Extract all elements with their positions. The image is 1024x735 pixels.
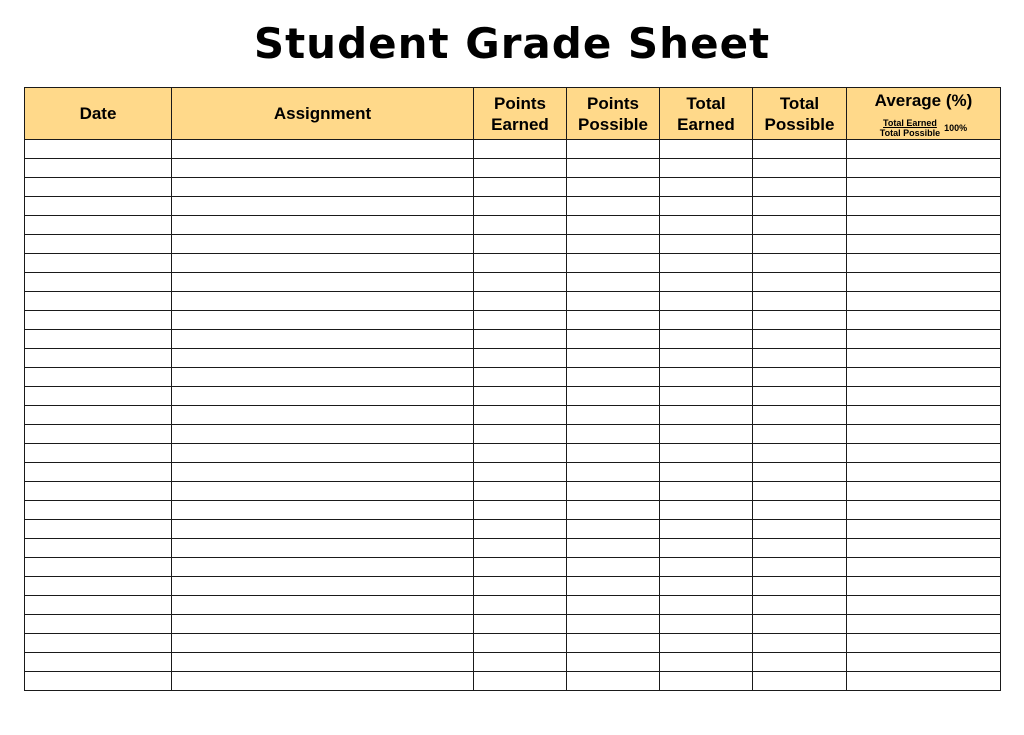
cell-total-earned[interactable] [660, 558, 753, 577]
cell-date[interactable] [25, 159, 172, 178]
header-points-earned-line1: Points [494, 93, 546, 113]
cell-assignment[interactable] [172, 596, 474, 615]
cell-total-possible[interactable] [753, 634, 847, 653]
table-row [25, 672, 1001, 691]
cell-total-possible[interactable] [753, 368, 847, 387]
cell-points-earned[interactable] [474, 292, 567, 311]
cell-total-possible[interactable] [753, 577, 847, 596]
cell-assignment[interactable] [172, 615, 474, 634]
cell-average[interactable] [847, 387, 1001, 406]
cell-assignment[interactable] [172, 558, 474, 577]
header-average-label: Average (%) [874, 91, 973, 110]
cell-assignment[interactable] [172, 254, 474, 273]
cell-total-possible[interactable] [753, 216, 847, 235]
cell-average[interactable] [847, 577, 1001, 596]
cell-average[interactable] [847, 520, 1001, 539]
cell-average[interactable] [847, 615, 1001, 634]
cell-total-possible[interactable] [753, 311, 847, 330]
header-assignment-label: Assignment [273, 104, 372, 123]
cell-total-possible[interactable] [753, 178, 847, 197]
cell-points-possible[interactable] [567, 406, 660, 425]
table-row [25, 577, 1001, 596]
cell-points-earned[interactable] [474, 444, 567, 463]
cell-total-earned[interactable] [660, 292, 753, 311]
cell-assignment[interactable] [172, 368, 474, 387]
cell-date[interactable] [25, 292, 172, 311]
cell-total-possible[interactable] [753, 482, 847, 501]
cell-total-earned[interactable] [660, 672, 753, 691]
cell-assignment[interactable] [172, 273, 474, 292]
cell-points-possible[interactable] [567, 140, 660, 159]
cell-points-possible[interactable] [567, 653, 660, 672]
cell-assignment[interactable] [172, 349, 474, 368]
cell-assignment[interactable] [172, 501, 474, 520]
cell-date[interactable] [25, 520, 172, 539]
cell-points-possible[interactable] [567, 425, 660, 444]
table-row [25, 235, 1001, 254]
cell-points-possible[interactable] [567, 178, 660, 197]
cell-points-earned[interactable] [474, 520, 567, 539]
cell-total-possible[interactable] [753, 197, 847, 216]
cell-date[interactable] [25, 577, 172, 596]
cell-total-earned[interactable] [660, 254, 753, 273]
cell-points-possible[interactable] [567, 501, 660, 520]
cell-total-earned[interactable] [660, 387, 753, 406]
cell-points-earned[interactable] [474, 615, 567, 634]
cell-points-possible[interactable] [567, 634, 660, 653]
cell-total-earned[interactable] [660, 178, 753, 197]
page-title: Student Grade Sheet [253, 19, 771, 68]
header-average [847, 88, 1001, 140]
cell-date[interactable] [25, 615, 172, 634]
cell-average[interactable] [847, 368, 1001, 387]
table-row [25, 387, 1001, 406]
cell-assignment[interactable] [172, 406, 474, 425]
cell-date[interactable] [25, 406, 172, 425]
cell-points-earned[interactable] [474, 273, 567, 292]
cell-average[interactable] [847, 596, 1001, 615]
cell-date[interactable] [25, 596, 172, 615]
header-date-label: Date [79, 104, 117, 123]
cell-date[interactable] [25, 140, 172, 159]
cell-date[interactable] [25, 482, 172, 501]
cell-total-possible[interactable] [753, 292, 847, 311]
table-row [25, 501, 1001, 520]
table-row [25, 463, 1001, 482]
average-formula-denominator: Total Possible [879, 128, 941, 138]
cell-total-earned[interactable] [660, 653, 753, 672]
cell-total-earned[interactable] [660, 368, 753, 387]
cell-date[interactable] [25, 330, 172, 349]
cell-points-earned[interactable] [474, 254, 567, 273]
cell-total-possible[interactable] [753, 349, 847, 368]
cell-points-earned[interactable] [474, 501, 567, 520]
cell-date[interactable] [25, 235, 172, 254]
cell-points-possible[interactable] [567, 368, 660, 387]
cell-points-possible[interactable] [567, 577, 660, 596]
cell-points-earned[interactable] [474, 330, 567, 349]
cell-total-earned[interactable] [660, 482, 753, 501]
cell-assignment[interactable] [172, 425, 474, 444]
header-total-earned-line1: Total [686, 93, 726, 113]
table-row [25, 520, 1001, 539]
cell-points-possible[interactable] [567, 463, 660, 482]
cell-points-earned[interactable] [474, 482, 567, 501]
cell-points-earned[interactable] [474, 197, 567, 216]
cell-date[interactable] [25, 387, 172, 406]
header-assignment [172, 88, 474, 140]
cell-total-possible[interactable] [753, 463, 847, 482]
cell-points-earned[interactable] [474, 539, 567, 558]
table-row [25, 368, 1001, 387]
cell-total-earned[interactable] [660, 463, 753, 482]
cell-assignment[interactable] [172, 672, 474, 691]
cell-points-possible[interactable] [567, 444, 660, 463]
cell-points-earned[interactable] [474, 558, 567, 577]
cell-assignment[interactable] [172, 197, 474, 216]
cell-assignment[interactable] [172, 520, 474, 539]
cell-date[interactable] [25, 273, 172, 292]
table-row [25, 349, 1001, 368]
cell-date[interactable] [25, 539, 172, 558]
cell-average[interactable] [847, 672, 1001, 691]
cell-average[interactable] [847, 254, 1001, 273]
cell-points-earned[interactable] [474, 235, 567, 254]
cell-date[interactable] [25, 425, 172, 444]
cell-average[interactable] [847, 216, 1001, 235]
cell-average[interactable] [847, 292, 1001, 311]
table-row [25, 197, 1001, 216]
cell-points-earned[interactable] [474, 463, 567, 482]
cell-points-possible[interactable] [567, 311, 660, 330]
table-row [25, 615, 1001, 634]
table-row [25, 596, 1001, 615]
cell-date[interactable] [25, 501, 172, 520]
cell-average[interactable] [847, 159, 1001, 178]
header-points-possible [567, 88, 660, 140]
cell-points-possible[interactable] [567, 596, 660, 615]
cell-total-possible[interactable] [753, 254, 847, 273]
cell-total-earned[interactable] [660, 634, 753, 653]
cell-assignment[interactable] [172, 311, 474, 330]
cell-points-possible[interactable] [567, 159, 660, 178]
cell-average[interactable] [847, 349, 1001, 368]
cell-total-possible[interactable] [753, 330, 847, 349]
cell-points-earned[interactable] [474, 216, 567, 235]
cell-average[interactable] [847, 463, 1001, 482]
cell-points-earned[interactable] [474, 596, 567, 615]
cell-assignment[interactable] [172, 178, 474, 197]
cell-points-possible[interactable] [567, 349, 660, 368]
cell-points-possible[interactable] [567, 235, 660, 254]
cell-assignment[interactable] [172, 292, 474, 311]
header-row [25, 88, 1001, 140]
cell-points-earned[interactable] [474, 577, 567, 596]
cell-points-possible[interactable] [567, 520, 660, 539]
cell-average[interactable] [847, 444, 1001, 463]
cell-total-earned[interactable] [660, 520, 753, 539]
average-formula-numerator: Total Earned [883, 118, 937, 128]
cell-date[interactable] [25, 672, 172, 691]
cell-date[interactable] [25, 254, 172, 273]
cell-points-possible[interactable] [567, 330, 660, 349]
cell-average[interactable] [847, 235, 1001, 254]
cell-average[interactable] [847, 197, 1001, 216]
cell-total-earned[interactable] [660, 216, 753, 235]
table-row [25, 539, 1001, 558]
table-row [25, 558, 1001, 577]
cell-total-earned[interactable] [660, 615, 753, 634]
cell-average[interactable] [847, 539, 1001, 558]
average-fraction [880, 118, 940, 138]
cell-average[interactable] [847, 178, 1001, 197]
header-points-possible-line1: Points [587, 93, 639, 113]
cell-average[interactable] [847, 406, 1001, 425]
cell-points-earned[interactable] [474, 653, 567, 672]
cell-points-earned[interactable] [474, 368, 567, 387]
cell-points-earned[interactable] [474, 349, 567, 368]
table-row [25, 140, 1001, 159]
cell-assignment[interactable] [172, 387, 474, 406]
cell-total-earned[interactable] [660, 197, 753, 216]
cell-total-possible[interactable] [753, 235, 847, 254]
cell-average[interactable] [847, 330, 1001, 349]
cell-date[interactable] [25, 463, 172, 482]
cell-points-earned[interactable] [474, 311, 567, 330]
cell-total-earned[interactable] [660, 349, 753, 368]
header-date [25, 88, 172, 140]
header-total-earned [660, 88, 753, 140]
table-row [25, 292, 1001, 311]
cell-average[interactable] [847, 425, 1001, 444]
cell-average[interactable] [847, 558, 1001, 577]
cell-total-earned[interactable] [660, 444, 753, 463]
header-total-earned-line2: Earned [677, 114, 735, 134]
average-formula [880, 118, 967, 138]
cell-date[interactable] [25, 368, 172, 387]
cell-points-possible[interactable] [567, 387, 660, 406]
grade-table [24, 87, 1001, 691]
table-row [25, 273, 1001, 292]
table-row [25, 634, 1001, 653]
cell-total-earned[interactable] [660, 539, 753, 558]
cell-assignment[interactable] [172, 140, 474, 159]
cell-total-possible[interactable] [753, 672, 847, 691]
cell-points-possible[interactable] [567, 254, 660, 273]
header-total-possible-line1: Total [779, 93, 820, 113]
cell-date[interactable] [25, 216, 172, 235]
cell-total-possible[interactable] [753, 539, 847, 558]
cell-total-possible[interactable] [753, 596, 847, 615]
cell-total-earned[interactable] [660, 140, 753, 159]
cell-points-earned[interactable] [474, 159, 567, 178]
cell-total-possible[interactable] [753, 444, 847, 463]
cell-average[interactable] [847, 273, 1001, 292]
cell-points-possible[interactable] [567, 216, 660, 235]
average-formula-multiplier: 100% [944, 123, 968, 133]
cell-total-possible[interactable] [753, 653, 847, 672]
cell-points-possible[interactable] [567, 539, 660, 558]
cell-total-possible[interactable] [753, 406, 847, 425]
cell-assignment[interactable] [172, 577, 474, 596]
cell-total-possible[interactable] [753, 140, 847, 159]
cell-total-possible[interactable] [753, 273, 847, 292]
cell-assignment[interactable] [172, 539, 474, 558]
cell-points-possible[interactable] [567, 558, 660, 577]
table-row [25, 159, 1001, 178]
cell-points-earned[interactable] [474, 406, 567, 425]
cell-assignment[interactable] [172, 235, 474, 254]
cell-average[interactable] [847, 653, 1001, 672]
cell-points-possible[interactable] [567, 292, 660, 311]
header-points-possible-line2: Possible [578, 114, 648, 134]
header-points-earned [474, 88, 567, 140]
cell-date[interactable] [25, 444, 172, 463]
cell-total-possible[interactable] [753, 159, 847, 178]
cell-average[interactable] [847, 482, 1001, 501]
cell-average[interactable] [847, 311, 1001, 330]
cell-average[interactable] [847, 634, 1001, 653]
cell-total-possible[interactable] [753, 558, 847, 577]
cell-assignment[interactable] [172, 482, 474, 501]
cell-points-possible[interactable] [567, 672, 660, 691]
cell-assignment[interactable] [172, 216, 474, 235]
cell-total-possible[interactable] [753, 520, 847, 539]
table-row [25, 330, 1001, 349]
table-row [25, 216, 1001, 235]
cell-assignment[interactable] [172, 634, 474, 653]
cell-total-earned[interactable] [660, 501, 753, 520]
cell-points-earned[interactable] [474, 634, 567, 653]
cell-total-possible[interactable] [753, 387, 847, 406]
cell-total-earned[interactable] [660, 577, 753, 596]
cell-assignment[interactable] [172, 463, 474, 482]
cell-assignment[interactable] [172, 444, 474, 463]
cell-average[interactable] [847, 140, 1001, 159]
cell-points-earned[interactable] [474, 140, 567, 159]
cell-date[interactable] [25, 634, 172, 653]
cell-date[interactable] [25, 178, 172, 197]
cell-points-possible[interactable] [567, 197, 660, 216]
cell-points-earned[interactable] [474, 178, 567, 197]
table-row [25, 311, 1001, 330]
table-row [25, 653, 1001, 672]
table-row [25, 254, 1001, 273]
cell-points-earned[interactable] [474, 425, 567, 444]
cell-average[interactable] [847, 501, 1001, 520]
cell-total-earned[interactable] [660, 311, 753, 330]
table-row [25, 406, 1001, 425]
table-row [25, 444, 1001, 463]
grade-table-body [25, 140, 1001, 691]
header-points-earned-line2: Earned [491, 114, 549, 134]
cell-assignment[interactable] [172, 159, 474, 178]
cell-date[interactable] [25, 349, 172, 368]
header-total-possible [753, 88, 847, 140]
cell-total-earned[interactable] [660, 330, 753, 349]
cell-date[interactable] [25, 197, 172, 216]
cell-assignment[interactable] [172, 330, 474, 349]
cell-total-possible[interactable] [753, 615, 847, 634]
cell-date[interactable] [25, 311, 172, 330]
cell-date[interactable] [25, 653, 172, 672]
cell-total-earned[interactable] [660, 596, 753, 615]
cell-total-possible[interactable] [753, 501, 847, 520]
cell-points-earned[interactable] [474, 387, 567, 406]
cell-points-possible[interactable] [567, 615, 660, 634]
cell-points-earned[interactable] [474, 672, 567, 691]
cell-assignment[interactable] [172, 653, 474, 672]
cell-total-earned[interactable] [660, 406, 753, 425]
cell-date[interactable] [25, 558, 172, 577]
cell-total-earned[interactable] [660, 425, 753, 444]
cell-points-possible[interactable] [567, 273, 660, 292]
table-row [25, 425, 1001, 444]
cell-total-earned[interactable] [660, 159, 753, 178]
cell-points-possible[interactable] [567, 482, 660, 501]
table-row [25, 178, 1001, 197]
cell-total-possible[interactable] [753, 425, 847, 444]
table-row [25, 482, 1001, 501]
cell-total-earned[interactable] [660, 235, 753, 254]
header-total-possible-line2: Possible [764, 114, 835, 134]
cell-total-earned[interactable] [660, 273, 753, 292]
